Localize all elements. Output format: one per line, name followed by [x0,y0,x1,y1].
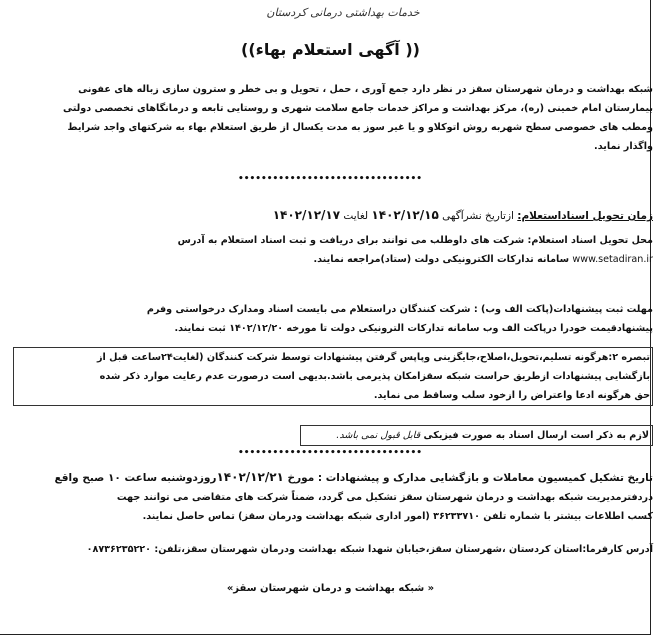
delivery-time-label: زمان تحویل اسناداستعلام: [517,210,653,222]
intro-line1: در نظر دارد جمع آوری ، حمل ، تحویل و بی خطر و سترون سازی زباله های عفونی [78,84,470,95]
intro-line2: بیمارستان امام خمینی (ره)، مرکز بهداشت و مراکز خدمات جامع سلامت شهری و روستایی تابعه و درمانگاهای تخصصی دولتی [63,103,653,114]
must-mention-box [300,425,653,446]
separator-2: •••••••••••••••••••••••••••••••• [237,448,423,458]
commission-date-prefix: مورخ [283,472,318,484]
separator-1: •••••••••••••••••••••••••••••••• [237,174,423,184]
note2-line3: حق هرگونه ادعا واعتراض را ازخود سلب وساقط می نماید. [373,390,650,401]
delivery-place-section [13,231,653,269]
address-label: آدرس کارفرما: [582,544,653,555]
delivery-time-to: لغایت [340,210,372,222]
commission-section [13,468,653,526]
header-logo-text: خدمات بهداشتی درمانی کردستان [266,6,420,19]
commission-time: روزدوشنبه ساعت ۱۰ صبح واقع [54,472,217,484]
commission-date: ۱۴۰۲/۱۲/۲۱ [216,470,284,484]
must-mention-text: لازم به ذکر است ارسال اسناد به صورت فیزیکی [420,430,649,441]
intro-org-name: شبکه بهداشت و درمان شهرستان سقز [469,84,653,95]
commission-label: تاریخ تشکیل کمیسیون معاملات و بازگشایی مدارک و پیشنهادات : [317,472,653,484]
deadline-label: مهلت ثبت پیشنهادات(پاکت الف وب) : [473,304,653,315]
note2-line1: تبصره ۲:هرگونه تسلیم،تحویل،اصلاح،جایگزینی وپاپس گرفتن پیشنهادات توسط شرکت کنندگان (لغایت۲۴ساعت قبل از [97,352,650,363]
must-mention-tail: قابل قبول نمی باشد. [336,430,421,441]
address-text: استان کردستان ،شهرستان سقز،خیابان شهدا شبکه بهداشت ودرمان شهرستان سقز،تلفن: ۰۸۷۳۶۲۳۵۲۲۰ [86,544,583,555]
intro-paragraph [13,80,653,156]
footer-signature: « شبکه بهداشت و درمان شهرستان سقز» [226,583,435,594]
setad-url-link[interactable]: www.setadiran.ir [572,254,653,265]
delivery-time-text: ازتاریخ نشرآگهی [442,210,518,222]
page-title: (( آگهی استعلام بهاء)) [241,40,420,59]
delivery-time-section [13,206,653,226]
commission-line3: کسب اطلاعات بیشتر با شماره تلفن ۳۶۲۳۳۷۱۰ (امور اداری شبکه بهداشت ودرمان سقز) تماس حاصل نمایند. [142,511,653,522]
deadline-text2: پیشنهادقیمت خودرا درپاکت الف وب سامانه تدارکات الترونیکی دولت تا مورخه ۱۴۰۲/۱۲/۲۰ ثبت نمایند. [174,323,653,334]
deadline-section [13,300,653,338]
delivery-date-from: ۱۴۰۲/۱۲/۱۵ [371,208,439,222]
intro-line4: واگذار نماید. [594,141,653,152]
note2-box [13,347,653,406]
delivery-date-to: ۱۴۰۲/۱۲/۱۷ [272,208,341,222]
note2-line2: بازگشایی پیشنهادات ازطریق حراست شبکه سقزامکان پذیرمی باشد.بدیهی است درصورت عدم رعایت موارد ذکر شده [99,371,650,382]
deadline-text1: شرکت کنندگان دراستعلام می بایست اسناد ومدارک درخواستی وفرم [146,304,474,315]
delivery-place-text2: سامانه تدارکات الکترونیکی دولت (ستاد)مراجعه نمایند. [313,254,573,265]
delivery-place-label: محل تحویل اسناد استعلام: [527,235,653,246]
intro-line3: ومطب های خصوصی سطح شهربه روش اتوکلاو و یا غیر سوز به مدت یکسال از طریق استعلام بهاء به شرکتهای واجد شرایط [67,122,653,133]
address-section [13,540,653,559]
delivery-place-text: شرکت های داوطلب می توانند برای دریافت و ثبت اسناد استعلام به آدرس [177,235,528,246]
commission-line2: دردفترمدیریت شبکه بهداشت و درمان شهرستان سقز تشکیل می گردد، ضمناً شرکت های متقاضی می توانند جهت [116,492,653,503]
